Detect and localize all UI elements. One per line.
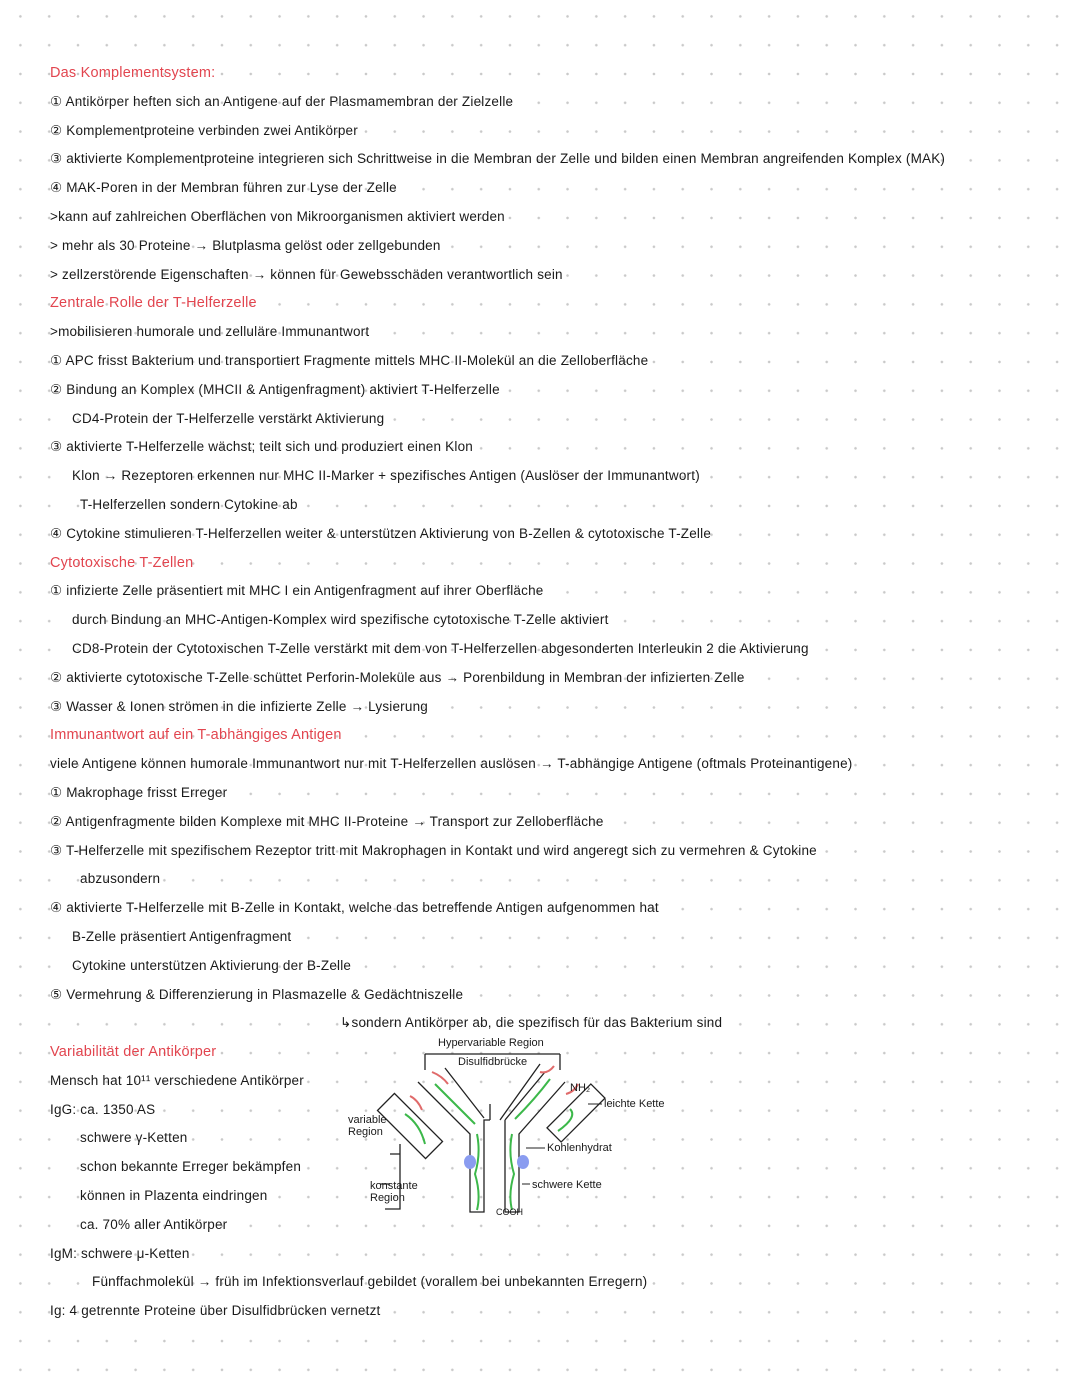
note-line: ① Makrophage frisst Erreger: [50, 784, 228, 800]
note-line: Fünffachmolekül → früh im Infektionsverlauf gebildet (vorallem bei unbekannten Erregern): [92, 1274, 648, 1290]
label-cooh: COOH: [496, 1207, 523, 1217]
note-line: ② Antigenfragmente bilden Komplexe mit MHC II-Proteine → Transport zur Zelloberfläche: [50, 813, 604, 829]
note-line: ④ Cytokine stimulieren T-Helferzellen weiter & unterstützen Aktivierung von B-Zellen & cytotoxische T-Zelle: [50, 525, 712, 541]
section-heading: Cytotoxische T-Zellen: [50, 554, 194, 571]
label-disulfide-bridge: Disulfidbrücke: [458, 1056, 528, 1068]
note-line: > zellzerstörende Eigenschaften → können für Gewebsschäden verantwortlich sein: [50, 266, 563, 282]
note-line: abzusondern: [80, 871, 161, 887]
label-constant-region: konstante Region: [370, 1180, 418, 1204]
note-line: T-Helferzellen sondern Cytokine ab: [80, 496, 298, 512]
section-heading: Immunantwort auf ein T-abhängiges Antigen: [50, 727, 342, 744]
note-line: ① Antikörper heften sich an Antigene auf der Plasmamembran der Zielzelle: [50, 93, 514, 109]
note-line: ③ aktivierte T-Helferzelle wächst; teilt sich und produziert einen Klon: [50, 439, 473, 455]
note-line: ca. 70% aller Antikörper: [80, 1216, 228, 1232]
note-line: ④ aktivierte T-Helferzelle mit B-Zelle in Kontakt, welche das betreffende Antigen aufgenommen hat: [50, 900, 659, 916]
note-line: ① infizierte Zelle präsentiert mit MHC I ein Antigenfragment auf ihrer Oberfläche: [50, 583, 544, 599]
section-heading: Variabilität der Antikörper: [50, 1044, 217, 1061]
note-line: IgG: ca. 1350 AS: [50, 1101, 156, 1117]
section-heading: Zentrale Rolle der T-Helferzelle: [50, 295, 257, 312]
note-line: >mobilisieren humorale und zelluläre Immunantwort: [50, 324, 370, 340]
label-hypervariable-region: Hypervariable Region: [438, 1037, 544, 1049]
antibody-diagram: [340, 1034, 670, 1224]
label-nh2: NH₂: [570, 1082, 591, 1094]
note-line: Mensch hat 10¹¹ verschiedene Antikörper: [50, 1072, 304, 1088]
note-line: ③ Wasser & Ionen strömen in die infizierte Zelle → Lysierung: [50, 698, 429, 714]
carbohydrate-left: [464, 1155, 476, 1169]
carbohydrate-right: [517, 1155, 529, 1169]
note-line: >kann auf zahlreichen Oberflächen von Mikroorganismen aktiviert werden: [50, 208, 505, 224]
note-line: ③ T-Helferzelle mit spezifischem Rezeptor tritt mit Makrophagen in Kontakt und wird angeregt sich zu vermehren & Cytokine: [50, 842, 817, 858]
note-line: ② Komplementproteine verbinden zwei Antikörper: [50, 122, 358, 138]
note-line: Klon → Rezeptoren erkennen nur MHC II-Marker + spezifisches Antigen (Auslöser der Immunantwort): [72, 468, 700, 484]
note-line: > mehr als 30 Proteine → Blutplasma gelöst oder zellgebunden: [50, 237, 441, 253]
note-line: IgM: schwere μ-Ketten: [50, 1245, 190, 1261]
label-carbohydrate: Kohlenhydrat: [547, 1142, 612, 1154]
section-heading: Das Komplementsystem:: [50, 65, 216, 81]
label-heavy-chain: schwere Kette: [532, 1179, 602, 1191]
note-line: ⑤ Vermehrung & Differenzierung in Plasmazelle & Gedächtniszelle: [50, 986, 464, 1002]
note-line: ① APC frisst Bakterium und transportiert Fragmente mittels MHC II-Molekül an die Zelloberfläche: [50, 352, 649, 368]
note-line: ② aktivierte cytotoxische T-Zelle schüttet Perforin-Moleküle aus → Porenbildung in Membran der infizierten Zelle: [50, 669, 745, 685]
note-line: Cytokine unterstützen Aktivierung der B-Zelle: [72, 957, 352, 973]
label-light-chain: leichte Kette: [604, 1098, 665, 1110]
note-line: ② Bindung an Komplex (MHCII & Antigenfragment) aktiviert T-Helferzelle: [50, 381, 500, 397]
label-variable-region: variable Region: [348, 1114, 387, 1138]
note-line: ③ aktivierte Komplementproteine integrieren sich Schrittweise in die Membran der Zelle und bilden einen Membran angreifenden Komplex (MAK): [50, 151, 946, 167]
note-line: Ig: 4 getrennte Proteine über Disulfidbrücken vernetzt: [50, 1303, 381, 1319]
note-line: viele Antigene können humorale Immunantwort nur mit T-Helferzellen auslösen → T-abhängige Antigene (oftmals Proteinantigene): [50, 756, 853, 772]
note-line: schwere γ-Ketten: [80, 1130, 188, 1146]
note-line: können in Plazenta eindringen: [80, 1188, 268, 1204]
note-line: CD8-Protein der Cytotoxischen T-Zelle verstärkt mit dem von T-Helferzellen abgesonderten Interleukin 2 die Aktivierung: [72, 640, 809, 656]
note-line: ④ MAK-Poren in der Membran führen zur Lyse der Zelle: [50, 180, 397, 196]
note-line: durch Bindung an MHC-Antigen-Komplex wird spezifische cytotoxische T-Zelle aktiviert: [72, 612, 609, 628]
note-line: schon bekannte Erreger bekämpfen: [80, 1159, 302, 1175]
note-line: ↳sondern Antikörper ab, die spezifisch für das Bakterium sind: [340, 1015, 723, 1031]
note-line: CD4-Protein der T-Helferzelle verstärkt Aktivierung: [72, 410, 385, 426]
note-line: B-Zelle präsentiert Antigenfragment: [72, 928, 292, 944]
